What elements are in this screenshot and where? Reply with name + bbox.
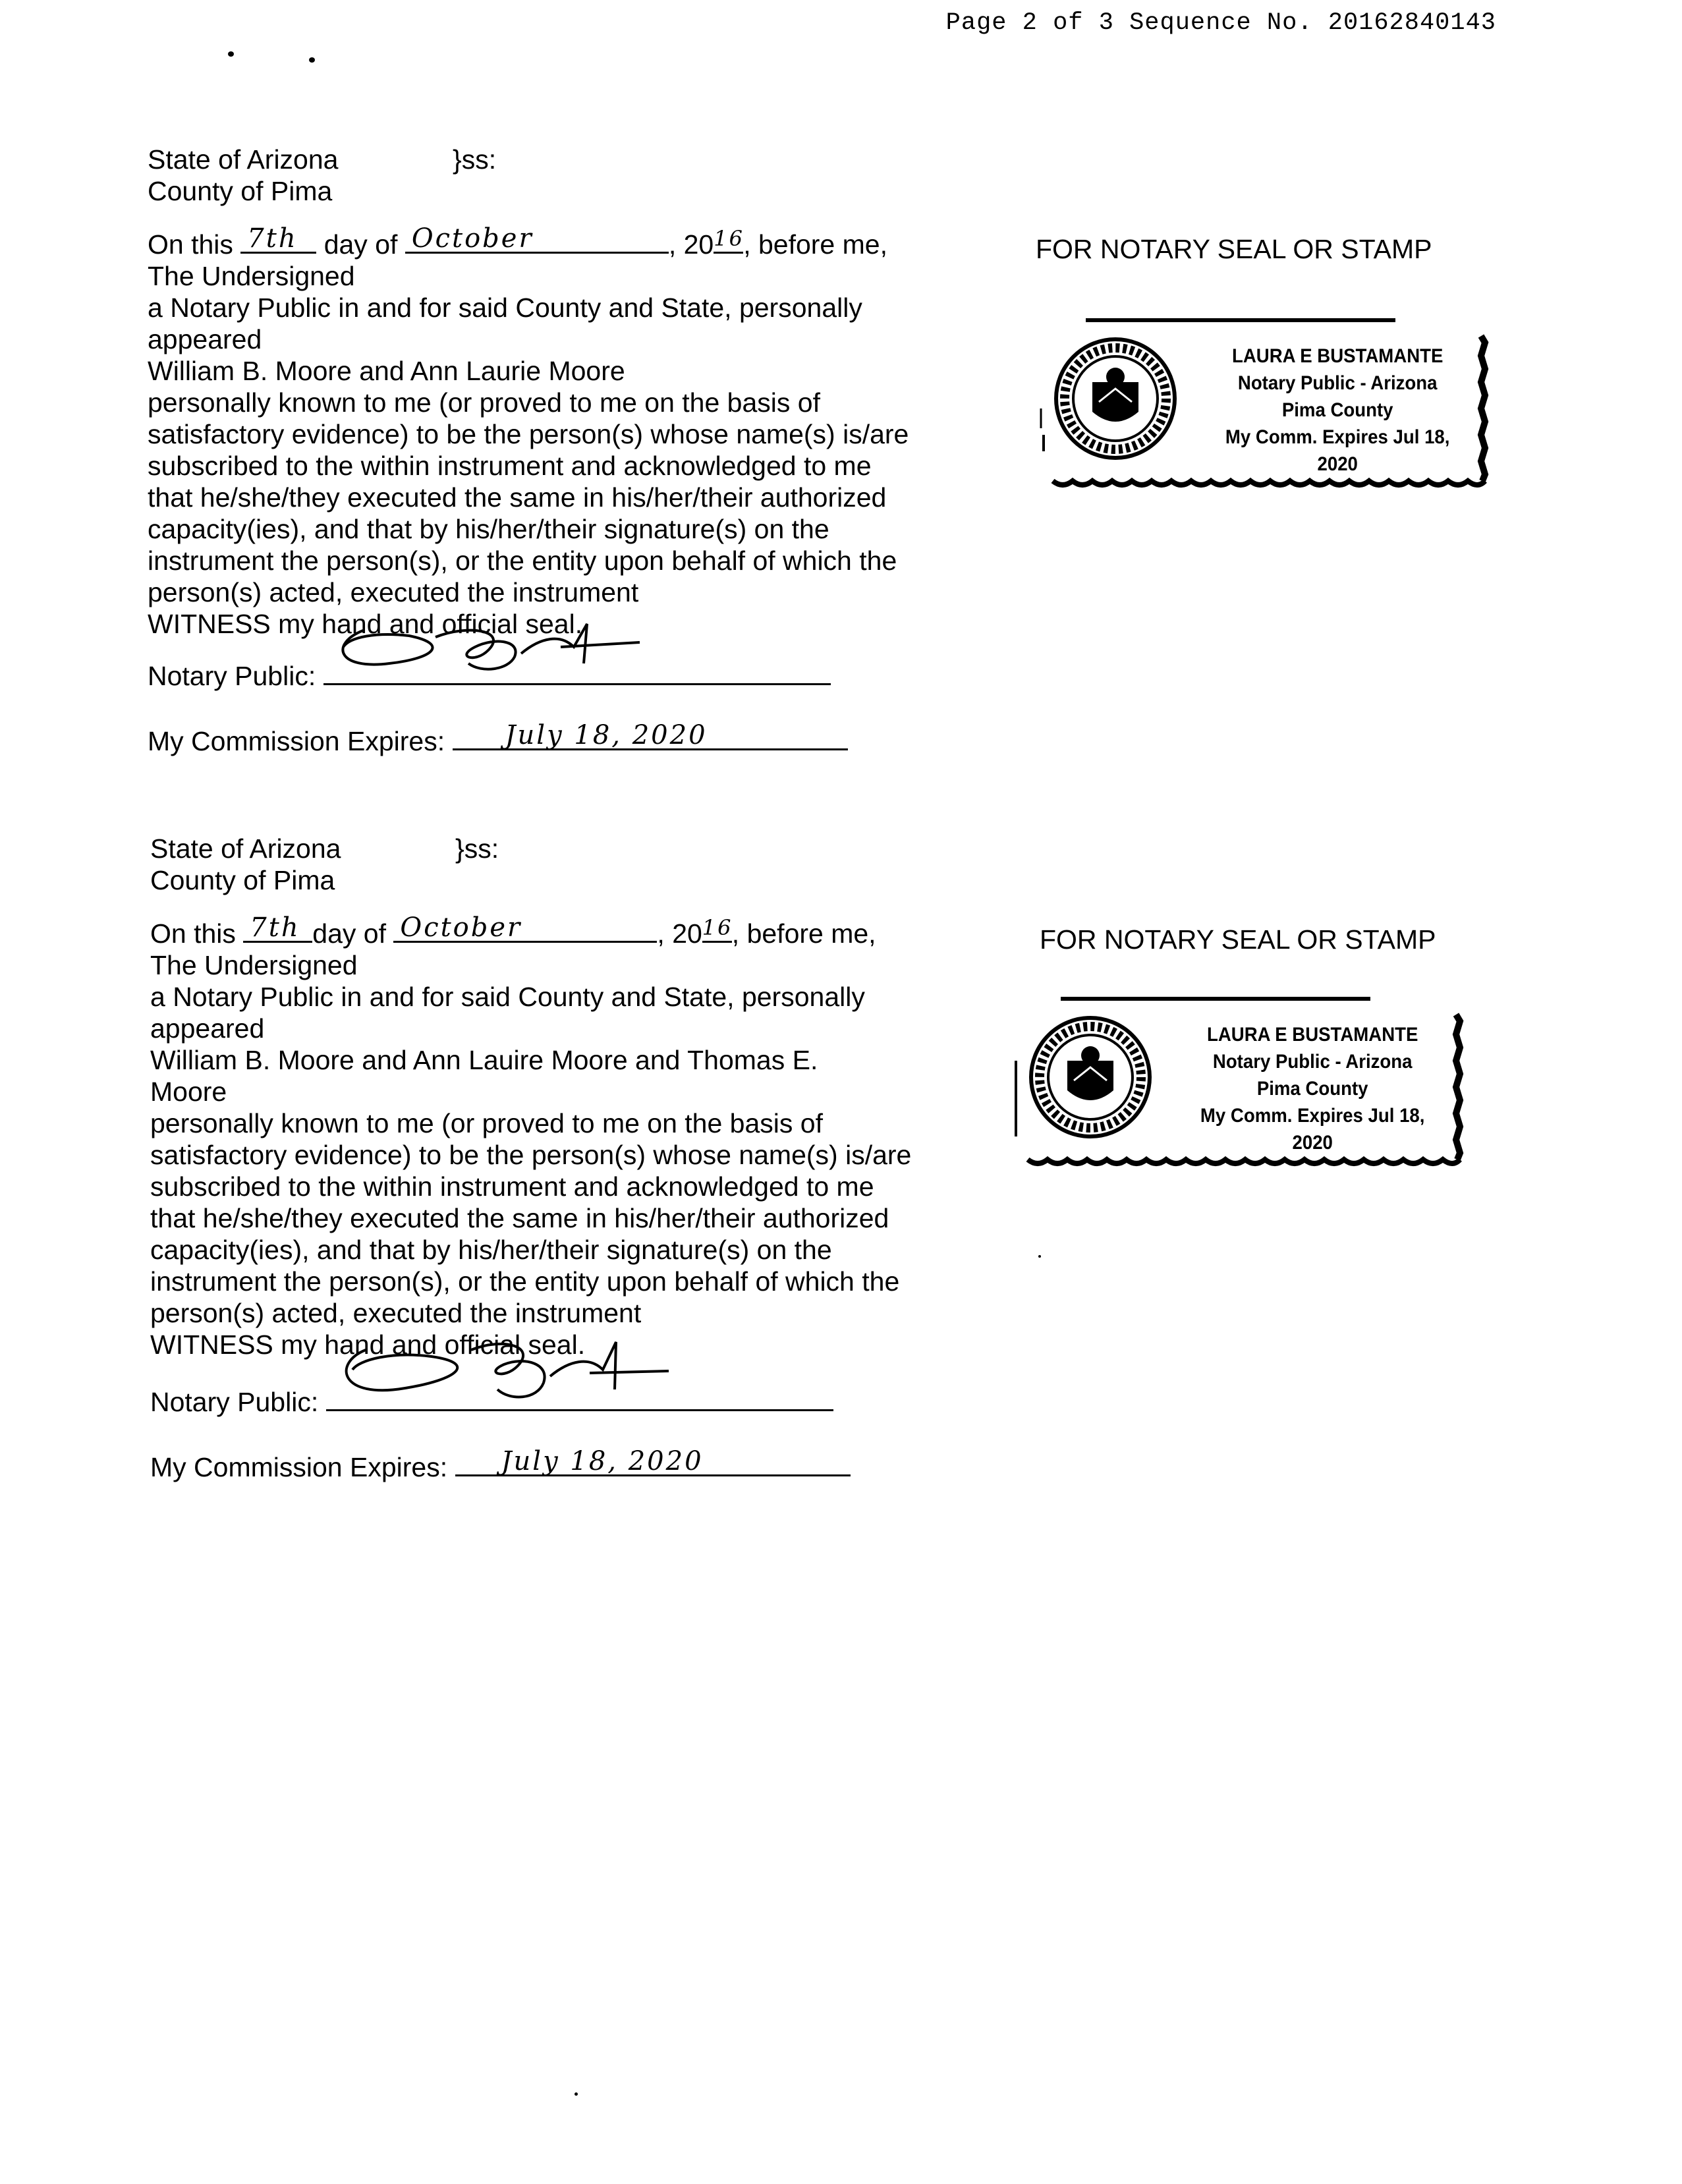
year-field [702, 914, 732, 943]
signers-line: William B. Moore and Ann Laurie Moore [148, 356, 625, 386]
commission-date-handwritten: July 18, 2020 [501, 1446, 704, 1476]
commission-line [150, 1448, 914, 1483]
witness-line: WITNESS my hand and official seal. [148, 609, 583, 639]
before-me-text: , before me, [731, 918, 876, 949]
state-line: State of Arizona [150, 833, 341, 864]
notary-line: a Notary Public in and for said County and State, personally appeared [150, 982, 865, 1044]
month-field [405, 225, 669, 254]
county-line: County of Pima [150, 865, 335, 895]
day-handwritten: 7th [247, 223, 298, 254]
day-handwritten: 7th [250, 912, 300, 943]
notary-stamp-text [1182, 1021, 1443, 1156]
notary-line: a Notary Public in and for said County and State, personally appeared [148, 293, 862, 354]
commission-line [148, 722, 912, 757]
stamp-county: Pima County [1281, 399, 1393, 421]
notary-signature-field [326, 1383, 833, 1411]
year-handwritten: 16 [702, 915, 733, 940]
page-sequence-header: Page 2 of 3 Sequence No. 20162840143 [945, 9, 1496, 37]
notary-stamp [1015, 995, 1469, 1173]
stamp-notary-title: Notary Public - Arizona [1212, 1051, 1413, 1073]
stamp-expiration: My Comm. Expires Jul 18, 2020 [1200, 1105, 1425, 1154]
year-prefix: , 20 [657, 918, 702, 949]
commission-date-handwritten: July 18, 2020 [505, 720, 708, 750]
on-this-text: On this [150, 918, 236, 949]
notary-public-label: Notary Public: [150, 1387, 319, 1417]
county-line: County of Pima [148, 176, 333, 206]
scan-speck [575, 2092, 578, 2096]
acknowledgment-body: personally known to me (or proved to me on the basis of satisfactory evidence) to be the person(s) whose name(s) is/are subscribed to the within instrument and acknowledged to me that he/she/they executed the same in his/her/their authorized capacity(ies), and that by his/her/their signature(s) on the instrument the person(s), or the entity upon behalf of which the person(s) acted, executed the instrument [150, 1108, 912, 1328]
month-handwritten: October [411, 223, 534, 254]
month-field [393, 914, 657, 943]
commission-label: My Commission Expires: [150, 1452, 448, 1482]
commission-field [453, 722, 848, 750]
ss-mark: }ss: [455, 833, 499, 864]
month-handwritten: October [400, 912, 522, 943]
state-line: State of Arizona [148, 144, 339, 175]
seal-label: FOR NOTARY SEAL OR STAMP [1036, 234, 1432, 264]
year-field [714, 225, 743, 254]
scan-speck [1038, 1255, 1041, 1258]
day-field [240, 225, 316, 254]
officer-line: The Undersigned [150, 950, 358, 980]
great-seal-of-arizona-icon [1053, 336, 1178, 461]
commission-field [455, 1448, 851, 1476]
acknowledgment-body: personally known to me (or proved to me on the basis of satisfactory evidence) to be the person(s) whose name(s) is/are subscribed to the within instrument and acknowledged to me that he/she/they executed the same in his/her/their authorized capacity(ies), and that by his/her/their signature(s) on the instrument the person(s), or the entity upon behalf of which the person(s) acted, executed the instrument [148, 387, 909, 607]
commission-label: My Commission Expires: [148, 726, 445, 756]
notary-signature [323, 617, 666, 690]
scan-speck [228, 51, 234, 57]
witness-line: WITNESS my hand and official seal. [150, 1330, 586, 1360]
year-prefix: , 20 [668, 229, 714, 260]
stamp-notary-name: LAURA E BUSTAMANTE [1206, 1024, 1418, 1046]
year-handwritten: 16 [714, 226, 744, 251]
on-this-text: On this [148, 229, 233, 260]
seal-label: FOR NOTARY SEAL OR STAMP [1040, 924, 1436, 955]
stamp-notary-title: Notary Public - Arizona [1237, 372, 1438, 394]
acknowledgment-block-2 [150, 833, 914, 1483]
officer-line: The Undersigned [148, 261, 355, 291]
stamp-county: Pima County [1256, 1078, 1368, 1100]
notary-public-label: Notary Public: [148, 661, 316, 691]
notary-signature-field [323, 657, 831, 685]
notary-stamp-text [1207, 343, 1468, 478]
date-line [148, 225, 912, 260]
day-of-text: day of [323, 229, 398, 260]
day-field [243, 914, 312, 943]
stamp-expiration: My Comm. Expires Jul 18, 2020 [1225, 426, 1450, 475]
notary-public-line [150, 1383, 914, 1418]
notary-public-line [148, 657, 912, 692]
notary-signature [326, 1337, 695, 1416]
notary-stamp [1040, 316, 1494, 494]
ss-mark: }ss: [453, 144, 497, 175]
day-of-text: day of [312, 918, 386, 949]
great-seal-of-arizona-icon [1028, 1015, 1153, 1140]
signers-line: William B. Moore and Ann Lauire Moore and Thomas E. Moore [150, 1045, 818, 1107]
acknowledgment-block-1 [148, 144, 912, 757]
scan-speck [309, 57, 315, 63]
before-me-text: , before me, [743, 229, 887, 260]
stamp-notary-name: LAURA E BUSTAMANTE [1231, 345, 1444, 367]
date-line [150, 914, 914, 949]
